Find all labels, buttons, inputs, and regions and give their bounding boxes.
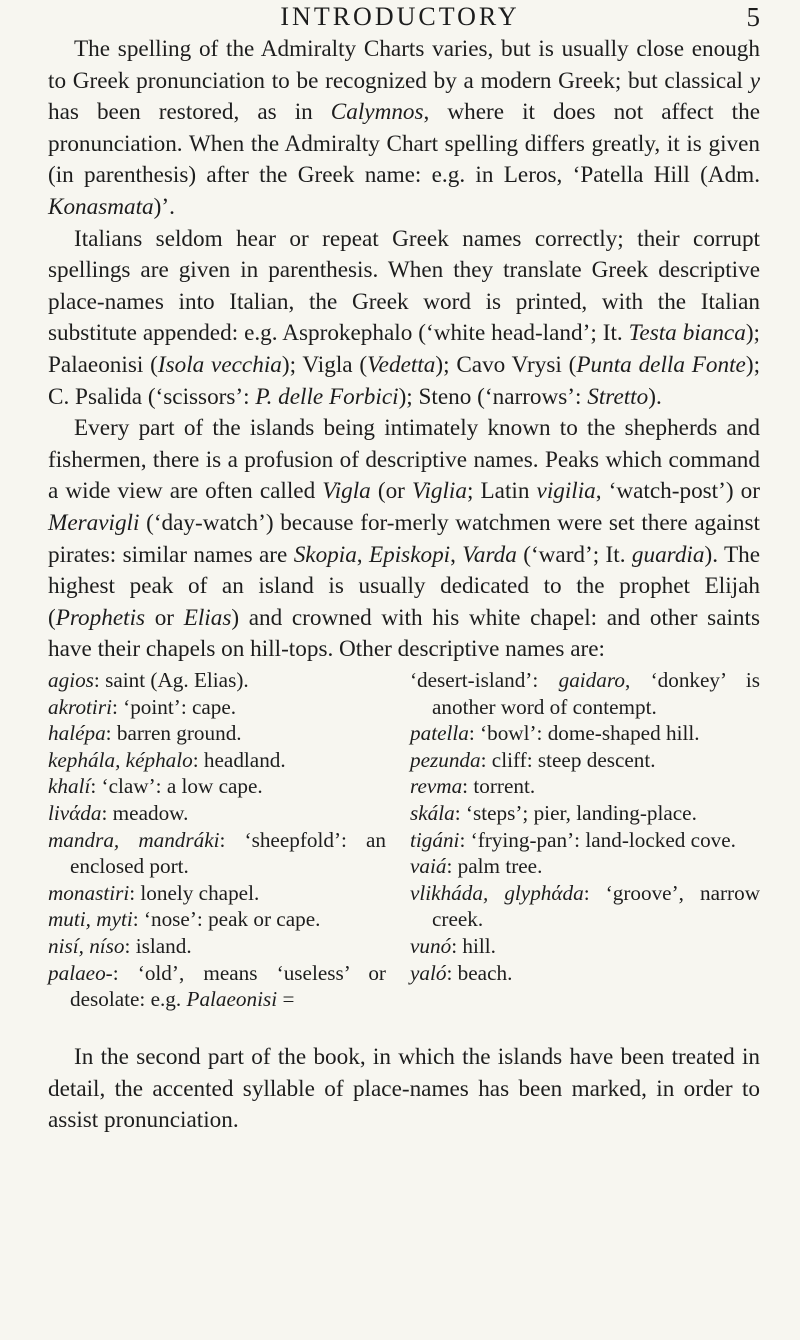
glossary-entry xyxy=(48,827,386,880)
glossary-entry xyxy=(410,747,760,774)
italic-text: vigilia xyxy=(536,478,596,505)
glossary-entry xyxy=(48,773,386,800)
glossary-entry xyxy=(48,906,386,933)
italic-text: Episkopi xyxy=(368,541,451,568)
text-run: or xyxy=(145,604,184,631)
text-run: ‘desert-island’: xyxy=(410,668,559,692)
glossary-entry xyxy=(48,720,386,747)
text-run: : hill. xyxy=(451,933,496,958)
text-run: : ‘nose’: peak or cape. xyxy=(132,907,321,932)
text-run: : meadow. xyxy=(101,800,189,825)
page-number: 5 xyxy=(746,2,760,32)
text-run: ); C. Psalida (‘scissors’: xyxy=(48,351,761,410)
italic-text: halépa xyxy=(48,721,106,746)
text-run: : ‘sheepfold’: an enclosed port. xyxy=(70,827,386,879)
italic-text: Varda xyxy=(462,541,517,568)
text-run: Every part of the islands being intimately known to the shepherds and fishermen, there is a profusion of descriptive names. Peaks which command a wide view are often called xyxy=(48,415,760,505)
italic-text: patella xyxy=(410,721,469,746)
text-run: = xyxy=(277,987,295,1012)
glossary-entry xyxy=(48,933,386,960)
glossary-column-left xyxy=(48,667,386,1013)
running-head: INTRODUCTORY xyxy=(280,2,520,31)
text-run: : lonely chapel. xyxy=(129,880,260,905)
glossary-entry xyxy=(48,880,386,907)
text-run: : ‘claw’: a low cape. xyxy=(90,774,263,799)
text-run: , where it does not affect the pronunciation. When the Admiralty Chart spelling differs greatly, it is given (in parenthesis) after the Greek name: e.g. in Leros, ‘Patella Hill (Adm. xyxy=(48,99,760,189)
text-run: (or xyxy=(370,478,412,505)
italic-text: mandra, mandráki xyxy=(48,827,220,852)
italic-text: P. delle Forbici xyxy=(255,383,399,410)
text-run: ). The highest peak of an island is usually dedicated to the prophet Elijah ( xyxy=(48,541,760,631)
text-run: ); Steno (‘narrows’: xyxy=(398,383,588,410)
italic-text: tigáni xyxy=(410,827,460,852)
text-run: )’. xyxy=(153,193,175,220)
italic-text: Elias xyxy=(183,604,232,631)
text-run: , xyxy=(450,541,463,568)
italic-text: vaiá xyxy=(410,854,447,879)
italic-text: Meravigli xyxy=(48,509,140,536)
text-run: : barren ground. xyxy=(105,721,242,746)
glossary-entry xyxy=(410,880,760,933)
italic-text: Punta della Fonte xyxy=(576,351,746,378)
italic-text: Vigla xyxy=(322,478,371,505)
glossary-entry xyxy=(410,667,760,720)
glossary-column-right xyxy=(410,667,760,986)
text-run: : ‘old’, means ‘useless’ or desolate: e.g. xyxy=(70,960,386,1012)
text-run: ) and crowned with his white chapel: and other saints have their chapels on hill-tops. Other descriptive names are: xyxy=(48,604,760,663)
paragraph-admiralty-spelling xyxy=(48,34,760,224)
glossary-entry xyxy=(410,960,760,987)
italic-text: Stretto xyxy=(587,383,649,410)
glossary-entry xyxy=(48,960,386,1013)
text-run: : palm tree. xyxy=(446,854,543,879)
text-run: : headland. xyxy=(192,747,286,772)
text-run: : island. xyxy=(124,933,192,958)
italic-text: yaló xyxy=(410,960,447,985)
glossary-entry xyxy=(410,827,760,854)
text-run: : cliff: steep descent. xyxy=(480,747,656,772)
italic-text: Vedetta xyxy=(367,351,436,378)
italic-text: y xyxy=(749,67,760,94)
glossary-entry xyxy=(48,800,386,827)
text-run: : ‘bowl’: dome-shaped hill. xyxy=(468,721,700,746)
glossary-entry xyxy=(48,694,386,721)
italic-text: livάda xyxy=(48,800,102,825)
text-run: : torrent. xyxy=(462,774,536,799)
glossary-entry xyxy=(410,773,760,800)
italic-text: Viglia xyxy=(412,478,467,505)
text-run: , ‘watch-post’) or xyxy=(595,478,760,505)
page-header xyxy=(0,2,800,32)
text-run: ). xyxy=(648,383,662,410)
italic-text: Prophetis xyxy=(55,604,146,631)
italic-text: gaidaro xyxy=(558,668,625,692)
italic-text: guardia xyxy=(631,541,705,568)
glossary-entry xyxy=(48,747,386,774)
italic-text: monastiri xyxy=(48,880,130,905)
paragraph-accented-syllable xyxy=(48,1042,760,1137)
italic-text: vunó xyxy=(410,933,452,958)
italic-text: muti, myti xyxy=(48,907,133,932)
italic-text: Skopia xyxy=(293,541,357,568)
text-run: ); Cavo Vrysi ( xyxy=(435,351,577,378)
italic-text: khalí xyxy=(48,774,91,799)
text-run: (‘ward’; It. xyxy=(516,541,632,568)
italic-text: revma xyxy=(410,774,463,799)
italic-text: Konasmata xyxy=(48,193,154,220)
intro-text xyxy=(48,34,760,666)
text-run: : ‘point’: cape. xyxy=(111,694,237,719)
closing-text xyxy=(48,1042,760,1137)
glossary-entry xyxy=(48,667,386,694)
italic-text: nisí, níso xyxy=(48,933,125,958)
italic-text: Isola vecchia xyxy=(157,351,282,378)
italic-text: Palaeonisi xyxy=(186,987,278,1012)
text-run: The spelling of the Admiralty Charts varies, but is usually close enough to Greek pronunciation to be recognized by a modern Greek; but classical xyxy=(48,36,760,94)
italic-text: skála xyxy=(410,800,455,825)
text-run: ); Vigla ( xyxy=(281,351,368,378)
text-run: : ‘frying-pan’: land-locked cove. xyxy=(459,827,736,852)
italic-text: agios xyxy=(48,668,94,692)
glossary-entry xyxy=(410,933,760,960)
paragraph-descriptive-names xyxy=(48,413,760,666)
text-run: ); Palaeonisi ( xyxy=(48,320,760,378)
glossary xyxy=(48,667,760,1037)
text-run: Italians seldom hear or repeat Greek names correctly; their corrupt spellings are given in parenthesis. When they translate Greek descriptive place-names into Italian, the Greek word is printed, with the Italian substitute appended: e.g. Asprokephalo (‘white head-land’; It. xyxy=(48,225,760,347)
glossary-entry xyxy=(410,800,760,827)
glossary-entry xyxy=(410,720,760,747)
text-run: , xyxy=(356,541,369,568)
text-run: ; Latin xyxy=(466,478,537,505)
italic-text: palaeo- xyxy=(48,960,113,985)
italic-text: pezunda xyxy=(410,747,481,772)
text-run: : beach. xyxy=(446,960,513,985)
text-run: In the second part of the book, in which the islands have been treated in detail, the accented syllable of place-names has been marked, in order to assist pronunciation. xyxy=(48,1044,760,1134)
text-run: , ‘donkey’ is another word of contempt. xyxy=(432,668,760,719)
italic-text: akrotiri xyxy=(48,694,112,719)
text-run: : ‘groove’, narrow creek. xyxy=(432,880,760,932)
italic-text: vlikháda, glyphάda xyxy=(410,880,584,905)
glossary-entry xyxy=(410,853,760,880)
text-run: (‘day-watch’) because for-merly watchmen were set there against pirates: similar names are xyxy=(48,509,760,568)
italic-text: kephála, képhalo xyxy=(48,747,193,772)
text-run: : saint (Ag. Elias). xyxy=(93,668,249,692)
text-run: : ‘steps’; pier, landing-place. xyxy=(454,800,697,825)
italic-text: Calymnos xyxy=(330,99,424,126)
text-run: has been restored, as in xyxy=(48,99,331,126)
paragraph-italian-spellings xyxy=(48,224,760,414)
italic-text: Testa bianca xyxy=(628,320,746,347)
